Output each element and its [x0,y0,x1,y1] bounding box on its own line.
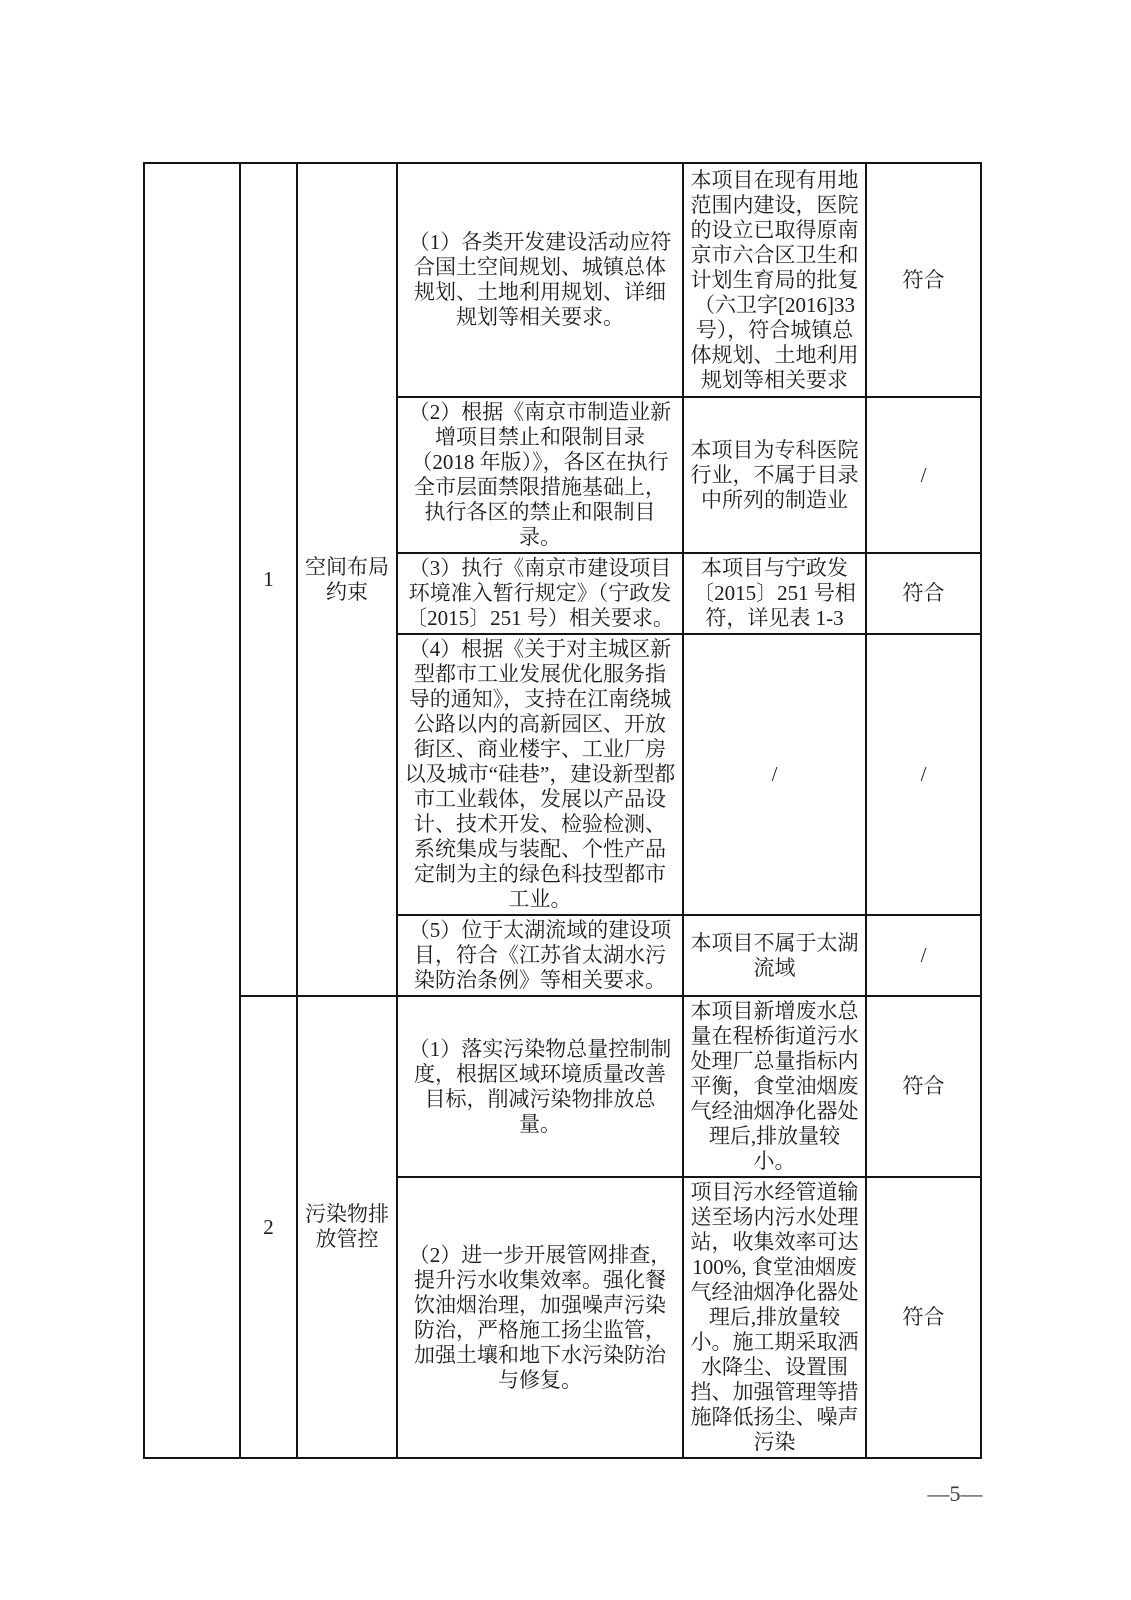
status-cell: 符合 [866,553,981,634]
result-cell: 本项目与宁政发〔2015〕251 号相符，详见表 1-3 [683,553,866,634]
result-cell: 本项目新增废水总量在程桥街道污水处理厂总量指标内平衡，食堂油烟废气经油烟净化器处理后,排放量较小。 [683,996,866,1177]
status-cell: / [866,397,981,553]
page-number: —5— [927,1481,983,1506]
section-category-label: 污染物排放管控 [297,996,397,1458]
result-cell: 本项目在现有用地范围内建设，医院的设立已取得原南京市六合区卫生和计划生育局的批复（六卫字[2016]33 号），符合城镇总体规划、土地利用规划等相关要求 [683,163,866,397]
status-cell: 符合 [866,996,981,1177]
section-category-label: 空间布局约束 [297,163,397,996]
requirement-cell: （1）落实污染物总量控制制度，根据区域环境质量改善目标，削减污染物排放总量。 [397,996,683,1177]
requirement-cell: （3）执行《南京市建设项目环境准入暂行规定》（宁政发〔2015〕251 号）相关要求。 [397,553,683,634]
status-cell: / [866,634,981,915]
requirement-cell: （2）进一步开展管网排查，提升污水收集效率。强化餐饮油烟治理，加强噪声污染防治，严格施工扬尘监管，加强土壤和地下水污染防治与修复。 [397,1177,683,1458]
requirement-cell: （2）根据《南京市制造业新增项目禁止和限制目录（2018 年版）》，各区在执行全市层面禁限措施基础上，执行各区的禁止和限制目录。 [397,397,683,553]
continued-merged-cell [144,163,240,1458]
table-row [144,996,981,1177]
section-number: 1 [240,163,297,996]
status-cell: 符合 [866,163,981,397]
table-row [144,163,981,397]
status-cell: / [866,915,981,996]
result-cell: / [683,634,866,915]
status-cell: 符合 [866,1177,981,1458]
result-cell: 本项目为专科医院行业，不属于目录中所列的制造业 [683,397,866,553]
requirement-cell: （4）根据《关于对主城区新型都市工业发展优化服务指导的通知》，支持在江南绕城公路以内的高新园区、开放街区、商业楼宇、工业厂房以及城市“硅巷”，建设新型都市工业载体，发展以产品设计、技术开发、检验检测、系统集成与装配、个性产品定制为主的绿色科技型都市工业。 [397,634,683,915]
result-cell: 本项目不属于太湖流域 [683,915,866,996]
compliance-table [143,162,982,1459]
result-cell: 项目污水经管道输送至场内污水处理站，收集效率可达 100%, 食堂油烟废气经油烟净化器处理后,排放量较小。施工期采取洒水降尘、设置围挡、加强管理等措施降低扬尘、噪声污染 [683,1177,866,1458]
requirement-cell: （5）位于太湖流域的建设项目，符合《江苏省太湖水污染防治条例》等相关要求。 [397,915,683,996]
section-number: 2 [240,996,297,1458]
requirement-cell: （1）各类开发建设活动应符合国土空间规划、城镇总体规划、土地利用规划、详细规划等相关要求。 [397,163,683,397]
